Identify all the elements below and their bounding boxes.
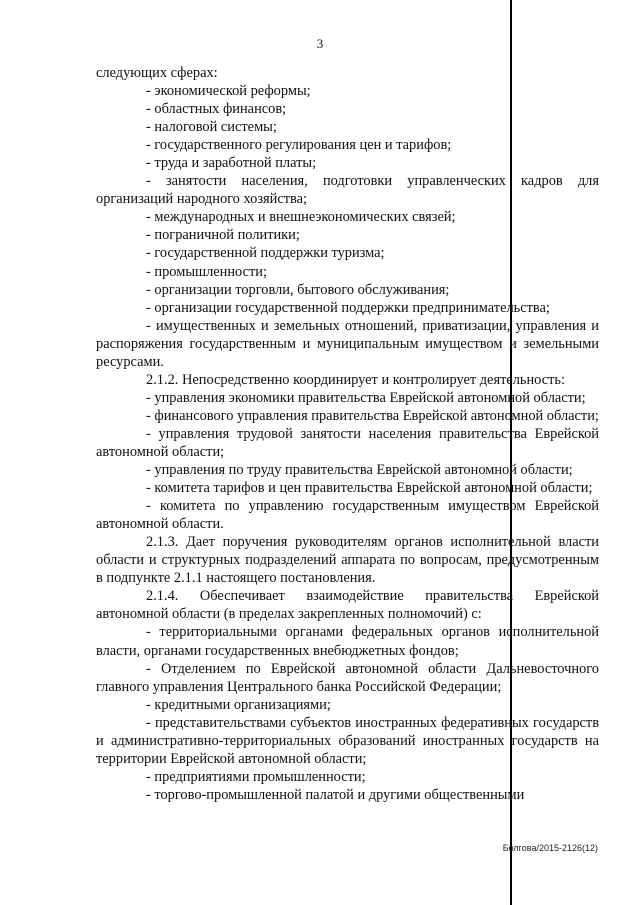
paragraph: 2.1.3. Дает поручения руководителям органов исполнительной власти области и структурных подразделений аппарата по вопросам, предусмотренным в подпункте 2.1.1 настоящего постановления. xyxy=(96,534,599,587)
paragraph: - финансового управления правительства Еврейской автономной области; xyxy=(146,407,599,424)
paragraph: - торгово-промышленной палатой и другими общественными xyxy=(146,786,525,803)
paragraph: - комитета по управлению государственным имуществом Еврейской автономной области. xyxy=(96,498,599,533)
paragraph: 2.1.2. Непосредственно координирует и контролирует деятельность: xyxy=(146,371,565,388)
paragraph: - Отделением по Еврейской автономной области Дальневосточного главного управления Центрального банка Российской Федерации; xyxy=(96,660,599,695)
paragraph: - управления по труду правительства Еврейской автономной области; xyxy=(146,462,573,479)
paragraph: - кредитными организациями; xyxy=(146,696,331,713)
document-body xyxy=(96,64,599,804)
paragraph: - областных финансов; xyxy=(146,101,287,118)
paragraph: - занятости населения, подготовки управленческих кадров для организаций народного хозяйства; xyxy=(96,173,599,208)
paragraph: - организации государственной поддержки предпринимательства; xyxy=(146,299,550,316)
paragraph: - комитета тарифов и цен правительства Еврейской автономной области; xyxy=(146,480,593,497)
paragraph: - государственного регулирования цен и тарифов; xyxy=(146,137,452,154)
paragraph: - международных и внешнеэкономических связей; xyxy=(146,209,456,226)
paragraph: 2.1.4. Обеспечивает взаимодействие правительства Еврейской автономной области (в пределах закрепленных полномочий) с: xyxy=(96,588,599,623)
footer-document-code: Болгова/2015-2126(12) xyxy=(502,843,598,853)
paragraph: - государственной поддержки туризма; xyxy=(146,245,385,262)
paragraph: - предприятиями промышленности; xyxy=(146,768,366,785)
paragraph: - имущественных и земельных отношений, приватизации, управления и распоряжения государственным и муниципальным имуществом и земельными ресурсами. xyxy=(96,317,599,370)
paragraph: - представительствами субъектов иностранных федеративных государств и административно-территориальных образований иностранных государств на территории Еврейской автономной области; xyxy=(96,714,599,767)
paragraph: - организации торговли, бытового обслуживания; xyxy=(146,281,450,298)
paragraph: - налоговой системы; xyxy=(146,119,277,136)
paragraph: - промышленности; xyxy=(146,263,267,280)
paragraph: - территориальными органами федеральных органов исполнительной власти, органами государственных внебюджетных фондов; xyxy=(96,624,599,659)
paragraph: следующих сферах: xyxy=(96,65,218,81)
paragraph: - управления экономики правительства Еврейской автономной области; xyxy=(146,389,586,406)
paragraph: - экономической реформы; xyxy=(146,83,311,100)
paragraph: - управления трудовой занятости населения правительства Еврейской автономной области; xyxy=(96,425,599,460)
paragraph: - пограничной политики; xyxy=(146,227,300,244)
paragraph: - труда и заработной платы; xyxy=(146,155,317,172)
page-number: 3 xyxy=(316,36,324,51)
